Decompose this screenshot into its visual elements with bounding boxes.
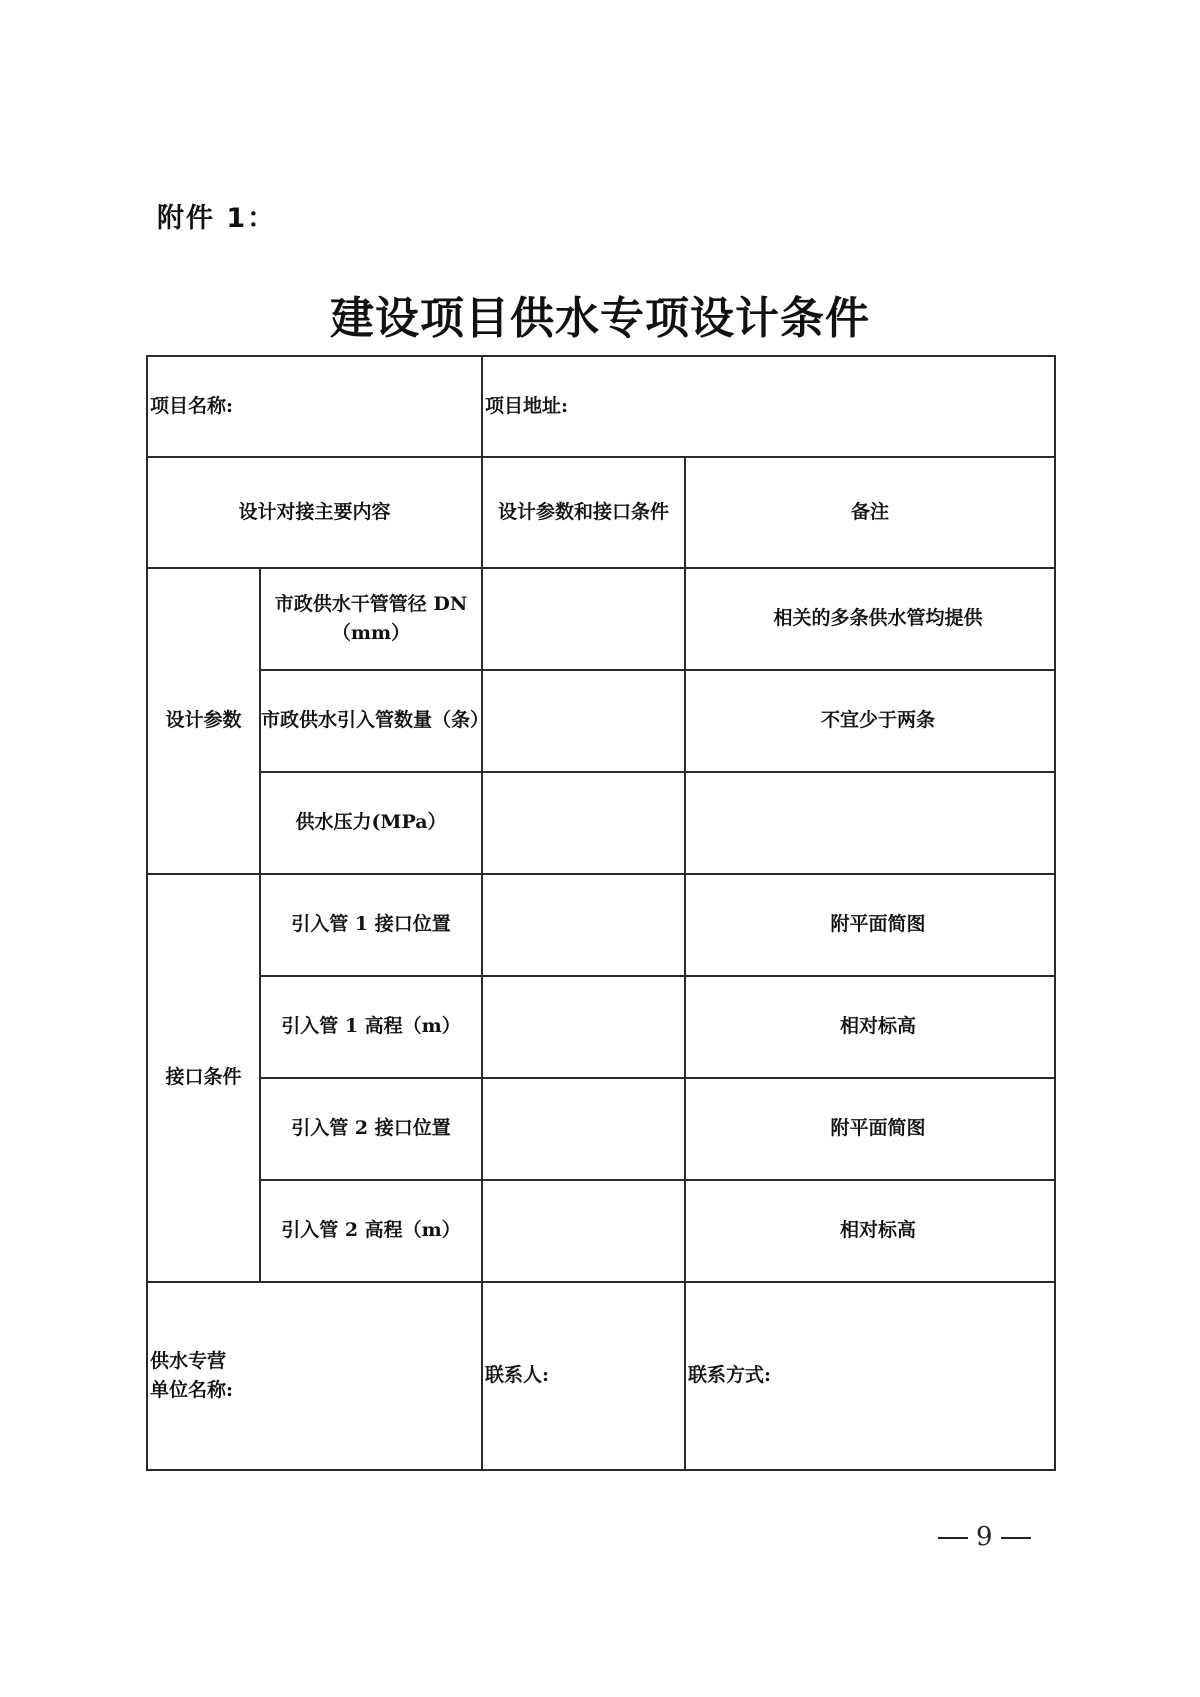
project-info-row xyxy=(147,356,1055,457)
item-cell xyxy=(260,1180,482,1282)
project-name-label: 项目名称: xyxy=(150,394,234,417)
item-label-unit: （mm） xyxy=(331,622,411,644)
page-number: 9 xyxy=(976,1522,993,1552)
table-row xyxy=(147,568,1055,670)
value-cell[interactable] xyxy=(482,874,685,976)
project-address-label: 项目地址: xyxy=(485,394,569,417)
supplier-contact-row xyxy=(147,1282,1055,1470)
table-header-row xyxy=(147,457,1055,568)
dash-right xyxy=(1001,1537,1031,1539)
dash-left xyxy=(938,1537,968,1539)
supplier-unit-label-line1: 供水专营 xyxy=(150,1349,227,1372)
value-cell[interactable] xyxy=(482,976,685,1078)
contact-method-label: 联系方式: xyxy=(688,1364,772,1387)
item-label: 引入管 1 高程（m） xyxy=(281,1015,461,1038)
supplier-unit-label-line2: 单位名称: xyxy=(150,1379,234,1401)
header-content: 设计对接主要内容 xyxy=(147,457,482,568)
value-cell[interactable] xyxy=(482,568,685,670)
item-cell xyxy=(260,976,482,1078)
table-row xyxy=(147,1180,1055,1282)
remark-cell: 附平面简图 xyxy=(685,874,1055,976)
value-cell[interactable] xyxy=(482,670,685,772)
remark-cell: 不宜少于两条 xyxy=(685,670,1055,772)
remark-cell: 相对标高 xyxy=(685,1180,1055,1282)
table-row xyxy=(147,1078,1055,1180)
value-cell[interactable] xyxy=(482,1078,685,1180)
item-cell xyxy=(260,772,482,874)
item-label: 市政供水干管管径 DN xyxy=(274,592,468,615)
contact-person-cell[interactable] xyxy=(482,1282,685,1470)
item-label: 引入管 1 接口位置 xyxy=(291,913,451,936)
remark-cell: 相对标高 xyxy=(685,976,1055,1078)
contact-person-label: 联系人: xyxy=(485,1364,550,1387)
page-title: 建设项目供水专项设计条件 xyxy=(330,293,870,344)
item-cell xyxy=(260,670,490,772)
header-remarks: 备注 xyxy=(685,457,1055,568)
table-row xyxy=(147,976,1055,1078)
project-address-cell[interactable] xyxy=(482,356,1055,457)
item-label: 供水压力(MPa） xyxy=(295,811,447,834)
item-cell xyxy=(260,568,482,670)
page-number-footer xyxy=(930,1522,1039,1552)
project-name-cell[interactable] xyxy=(147,356,482,457)
supplier-unit-cell[interactable] xyxy=(147,1282,482,1470)
item-label: 市政供水引入管数量（条） xyxy=(261,709,490,732)
remark-cell xyxy=(685,772,1055,874)
group-label-interface-conditions: 接口条件 xyxy=(147,874,260,1282)
group-label-design-params: 设计参数 xyxy=(147,568,260,874)
contact-method-cell[interactable] xyxy=(685,1282,1055,1470)
value-cell[interactable] xyxy=(482,1180,685,1282)
item-cell xyxy=(260,874,482,976)
remark-cell: 附平面简图 xyxy=(685,1078,1055,1180)
item-cell xyxy=(260,1078,482,1180)
table-row xyxy=(147,772,1055,874)
header-params: 设计参数和接口条件 xyxy=(482,457,685,568)
table-row xyxy=(147,670,1055,772)
design-conditions-table xyxy=(146,355,1056,1471)
attachment-label: 附件 1： xyxy=(157,203,277,234)
item-label: 引入管 2 高程（m） xyxy=(281,1219,461,1242)
value-cell[interactable] xyxy=(482,772,685,874)
table-row xyxy=(147,874,1055,976)
item-label: 引入管 2 接口位置 xyxy=(291,1117,451,1140)
remark-cell: 相关的多条供水管均提供 xyxy=(685,568,1055,670)
